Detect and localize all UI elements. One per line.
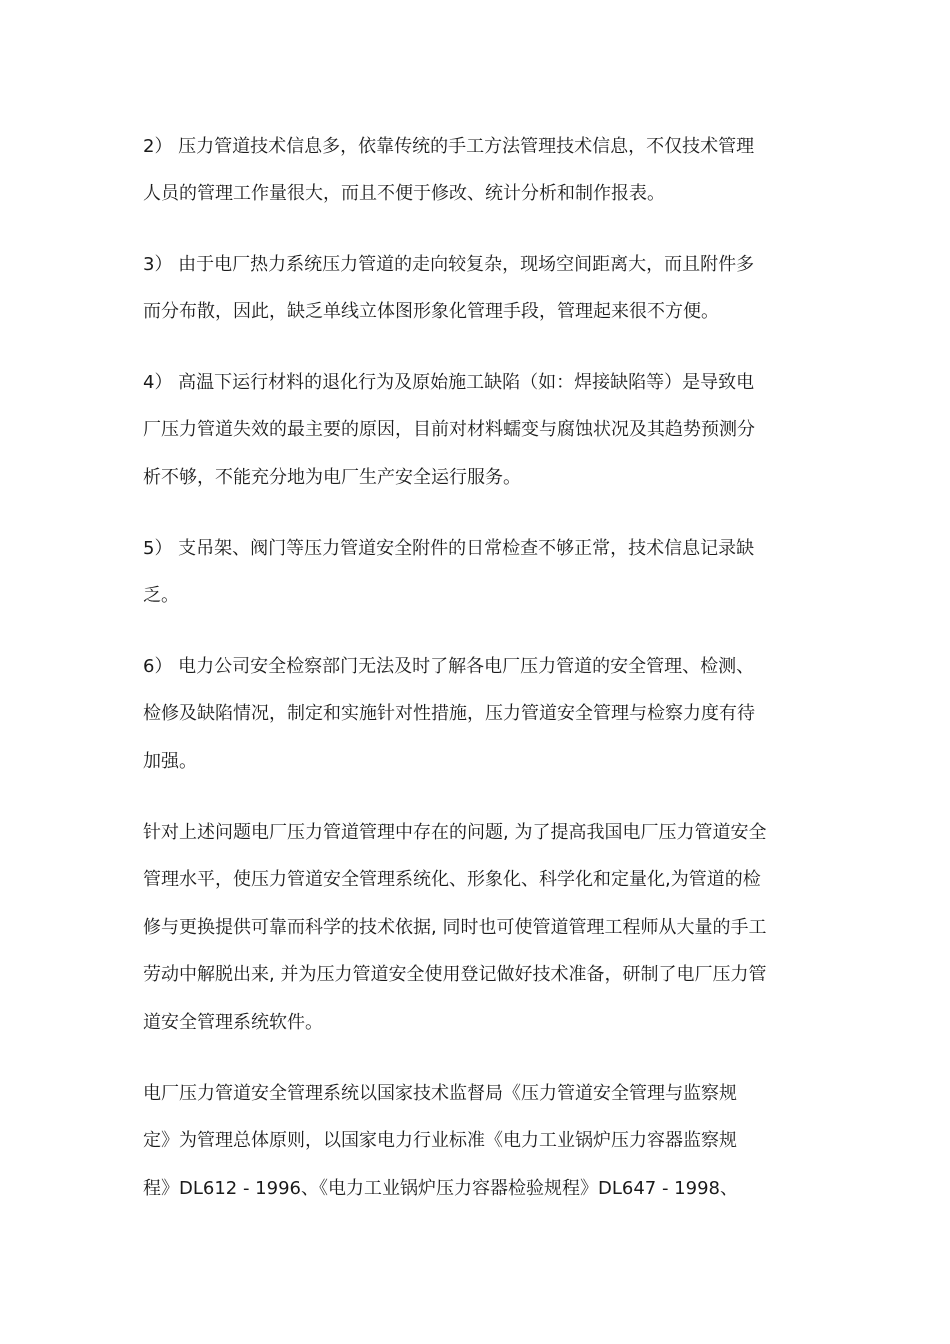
paragraph-5-line-1: 6） 电力公司安全检察部门无法及时了解各电厂压力管道的安全管理、检测、: [143, 656, 755, 677]
paragraph-2-line-1: 3） 由于电厂热力系统压力管道的走向较复杂，现场空间距离大，而且附件多: [143, 254, 755, 275]
paragraph-7-line-3: 程》DL612 - 1996、《电力工业锅炉压力容器检验规程》DL647 - 1998、: [143, 1178, 738, 1199]
paragraph-1-line-2: 人员的管理工作量很大，而且不便于修改、统计分析和制作报表。: [143, 183, 665, 204]
paragraph-6-line-4: 劳动中解脱出来, 并为压力管道安全使用登记做好技术准备，研制了电厂压力管: [143, 964, 767, 985]
paragraph-6-line-1: 针对上述问题电厂压力管道管理中存在的问题, 为了提高我国电厂压力管道安全: [143, 822, 767, 843]
paragraph-1-line-1: 2） 压力管道技术信息多，依靠传统的手工方法管理技术信息，不仅技术管理: [143, 136, 755, 157]
paragraph-3-line-3: 析不够，不能充分地为电厂生产安全运行服务。: [143, 467, 521, 488]
paragraph-4-line-2: 乏。: [143, 585, 179, 606]
paragraph-6-line-2: 管理水平，使压力管道安全管理系统化、形象化、科学化和定量化,为管道的检: [143, 869, 761, 890]
paragraph-5-line-3: 加强。: [143, 751, 197, 772]
paragraph-6-line-5: 道安全管理系统软件。: [143, 1012, 323, 1033]
paragraph-5-line-2: 检修及缺陷情况，制定和实施针对性措施，压力管道安全管理与检察力度有待: [143, 703, 755, 724]
paragraph-4-line-1: 5） 支吊架、阀门等压力管道安全附件的日常检查不够正常，技术信息记录缺: [143, 538, 755, 559]
paragraph-6-line-3: 修与更换提供可靠而科学的技术依据, 同时也可使管道管理工程师从大量的手工: [143, 917, 767, 938]
paragraph-2-line-2: 而分布散，因此，缺乏单线立体图形象化管理手段，管理起来很不方便。: [143, 301, 719, 322]
paragraph-7-line-2: 定》为管理总体原则，以国家电力行业标准《电力工业锅炉压力容器监察规: [143, 1130, 737, 1151]
paragraph-7-line-1: 电厂压力管道安全管理系统以国家技术监督局《压力管道安全管理与监察规: [143, 1083, 737, 1104]
paragraph-3-line-2: 厂压力管道失效的最主要的原因，目前对材料蠕变与腐蚀状况及其趋势预测分: [143, 419, 755, 440]
paragraph-3-line-1: 4） 高温下运行材料的退化行为及原始施工缺陷（如：焊接缺陷等）是导致电: [143, 372, 755, 393]
